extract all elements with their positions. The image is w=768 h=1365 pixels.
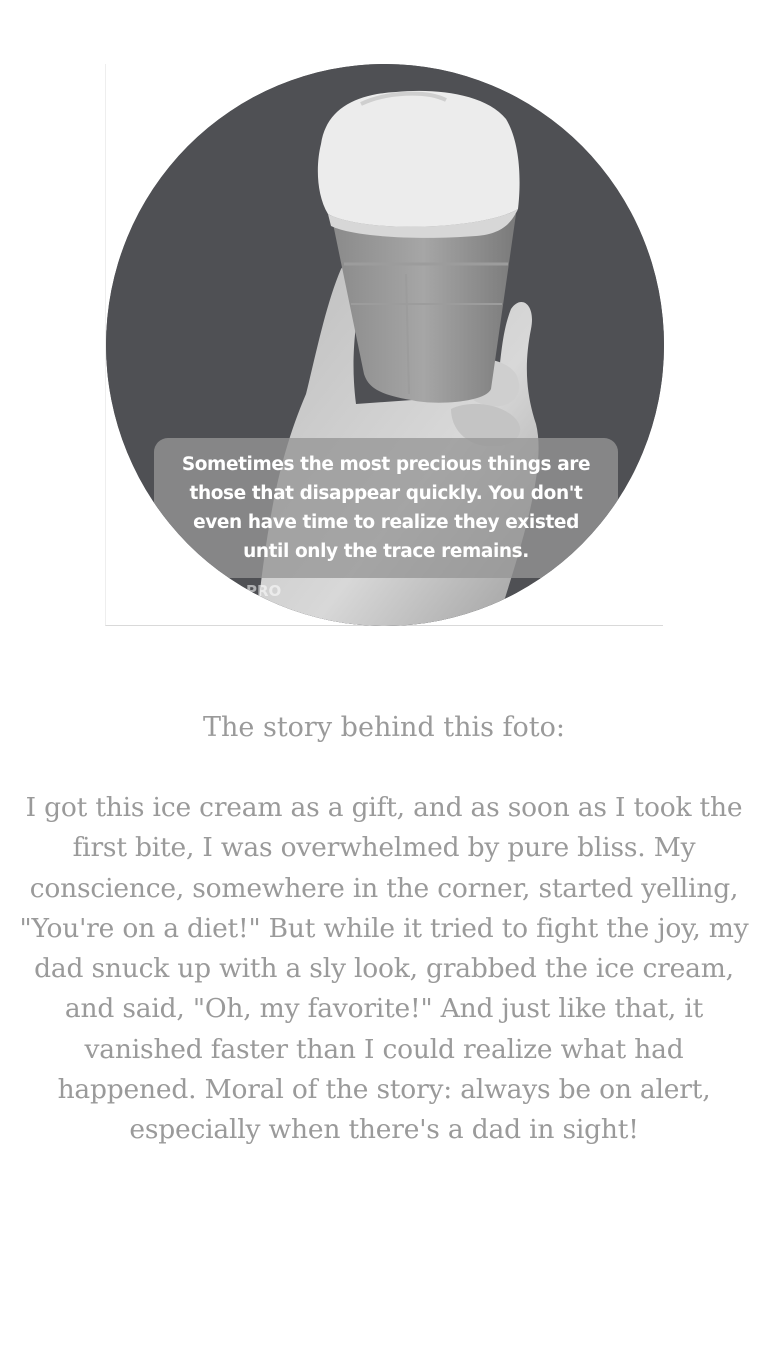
story-body: I got this ice cream as a gift, and as soon as I took the first bite, I was overwhelmed by pure bliss. My conscience, somewhere in the corner, started yelling, "You're on a diet!" But while it tried to fight the joy, my dad snuck up with a sly look, grabbed the ice cream, and said, "Oh, my favorite!" And just like that, it vanished faster than I could realize what had happened. Moral of the story: always be on alert, especially when there's a dad in sight! [19,792,749,1146]
story-section [0,708,768,1151]
photo-caption: Sometimes the most precious things are those that disappear quickly. You don't even have time to realize they existed until only the trace remains. [181,454,591,562]
watermark-text: PRO [246,582,282,600]
photo-caption-box [154,438,618,578]
story-heading: The story behind this foto: [203,712,565,743]
photo-frame [105,64,663,626]
ice-cream-photo [106,64,664,626]
